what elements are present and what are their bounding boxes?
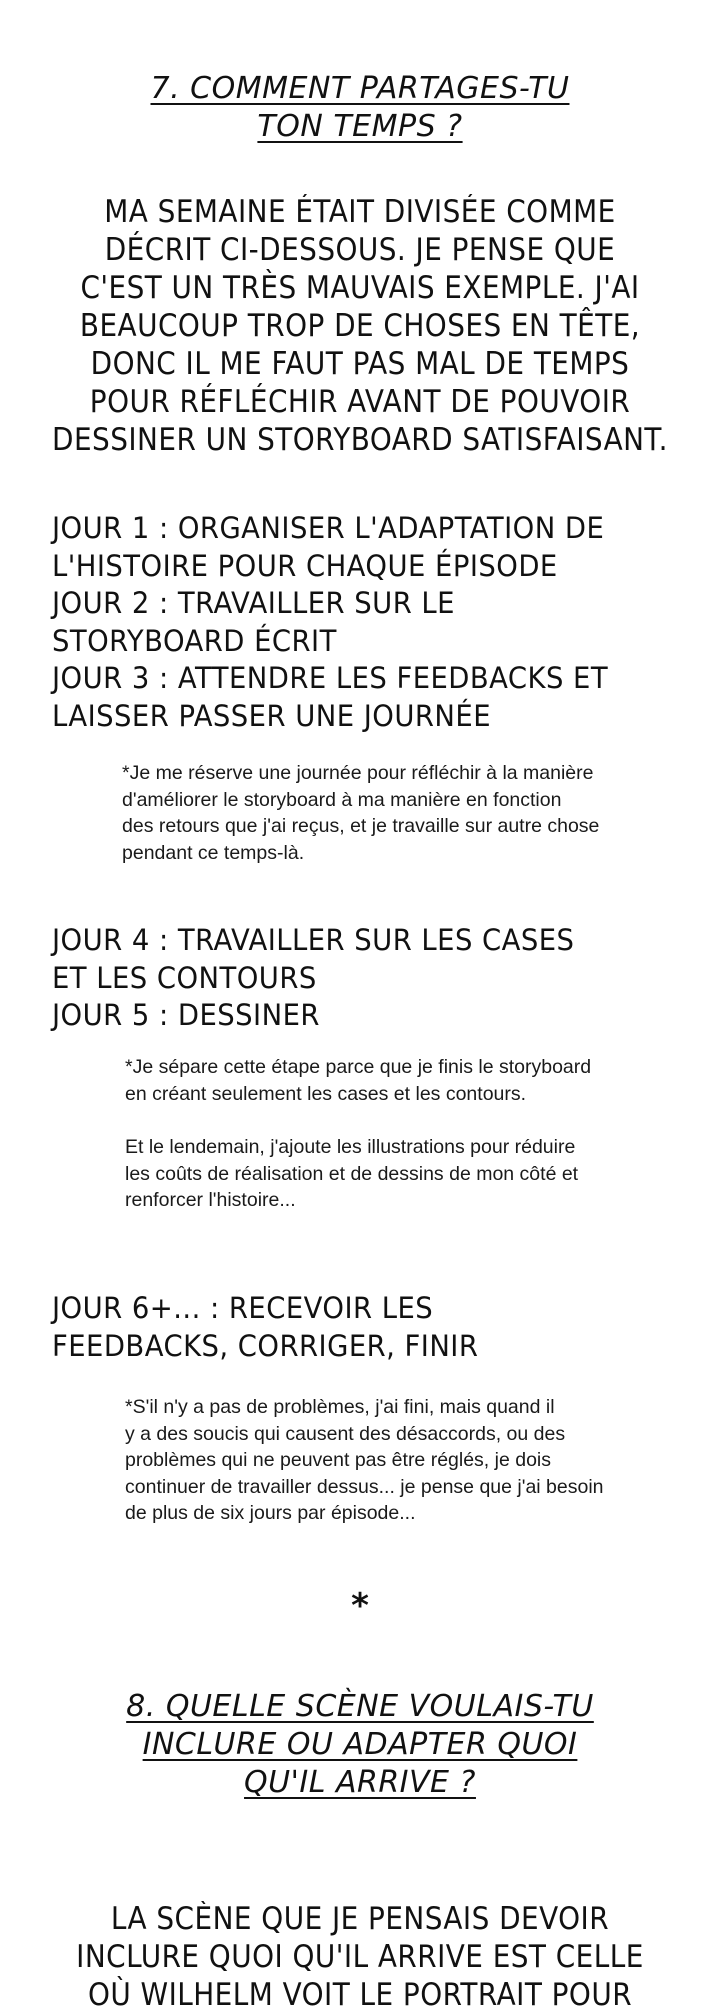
note-line: *Je sépare cette étape parce que je finis le storyboard bbox=[125, 1056, 592, 1078]
section7-intro bbox=[36, 193, 684, 459]
section8-title-line3: QU'IL ARRIVE ? bbox=[244, 1765, 476, 1800]
schedule-line: JOUR 4 : TRAVAILLER SUR LES CASES bbox=[52, 923, 575, 957]
note-line: y a des soucis qui causent des désaccords, ou des bbox=[125, 1422, 566, 1445]
section7-intro-line: MA SEMAINE ÉTAIT DIVISÉE COMME bbox=[104, 194, 616, 230]
schedule-line: JOUR 2 : TRAVAILLER SUR LE bbox=[52, 586, 455, 620]
schedule-days-4-5 bbox=[52, 922, 692, 1035]
note-line: *Je me réserve une journée pour réfléchir à la manière bbox=[122, 762, 594, 784]
section7-title-line1: 7. COMMENT PARTAGES-TU bbox=[150, 71, 570, 106]
schedule-line: LAISSER PASSER UNE JOURNÉE bbox=[52, 698, 492, 733]
section7-intro-line: DESSINER UN STORYBOARD SATISFAISANT. bbox=[52, 422, 668, 458]
schedule-day-6 bbox=[52, 1290, 692, 1365]
section8-title-line1: 8. QUELLE SCÈNE VOULAIS-TU bbox=[126, 1689, 594, 1724]
section7-intro-line: POUR RÉFLÉCHIR AVANT DE POUVOIR bbox=[89, 384, 631, 420]
note-line: renforcer l'histoire... bbox=[125, 1189, 296, 1211]
note-line: de plus de six jours par épisode... bbox=[125, 1502, 416, 1524]
note-line: problèmes qui ne peuvent pas être réglés, je dois bbox=[125, 1449, 552, 1471]
note-line: les coûts de réalisation et de dessins de mon côté et bbox=[125, 1162, 579, 1185]
note-line: continuer de travailler dessus... je pense que j'ai besoin bbox=[125, 1475, 604, 1498]
section8-intro-line: OÙ WILHELM VOIT LE PORTRAIT POUR bbox=[87, 1977, 633, 2013]
section8-intro-line: LA SCÈNE QUE JE PENSAIS DEVOIR bbox=[110, 1901, 610, 1937]
note-day3 bbox=[122, 760, 662, 866]
note-line: en créant seulement les cases et les contours. bbox=[125, 1082, 527, 1105]
section7-intro-line: DONC IL ME FAUT PAS MAL DE TEMPS bbox=[90, 346, 630, 382]
note-paragraph bbox=[125, 1134, 665, 1214]
section8-intro-line: INCLURE QUOI QU'IL ARRIVE EST CELLE bbox=[76, 1939, 644, 1975]
note-line: des retours que j'ai reçus, et je travaille sur autre chose bbox=[122, 815, 600, 837]
schedule-line: JOUR 3 : ATTENDRE LES FEEDBACKS ET bbox=[52, 661, 609, 695]
section7-title-line2: TON TEMPS ? bbox=[257, 109, 463, 144]
section7-title bbox=[0, 70, 720, 146]
schedule-days-1-3 bbox=[52, 510, 692, 735]
note-day6 bbox=[125, 1394, 665, 1527]
note-paragraph bbox=[125, 1054, 665, 1107]
schedule-line: ET LES CONTOURS bbox=[52, 960, 317, 995]
section7-intro-line: DÉCRIT CI-DESSOUS. JE PENSE QUE bbox=[104, 232, 616, 268]
section8-intro bbox=[36, 1900, 684, 2014]
note-line: *S'il n'y a pas de problèmes, j'ai fini, mais quand il bbox=[125, 1396, 555, 1418]
section7-intro-line: C'EST UN TRÈS MAUVAIS EXEMPLE. J'AI bbox=[80, 270, 640, 306]
schedule-line: JOUR 5 : DESSINER bbox=[52, 998, 320, 1032]
schedule-line: JOUR 6+... : RECEVOIR LES bbox=[52, 1291, 434, 1325]
schedule-line: JOUR 1 : ORGANISER L'ADAPTATION DE bbox=[52, 511, 605, 545]
note-line: d'améliorer le storyboard à ma manière en fonction bbox=[122, 788, 562, 811]
schedule-line: L'HISTOIRE POUR CHAQUE ÉPISODE bbox=[52, 548, 558, 583]
section-separator-star: * bbox=[351, 1586, 369, 1626]
section8-title bbox=[0, 1688, 720, 1802]
schedule-line: FEEDBACKS, CORRIGER, FINIR bbox=[52, 1328, 479, 1363]
section8-title-line2: INCLURE OU ADAPTER QUOI bbox=[142, 1727, 578, 1762]
section7-intro-line: BEAUCOUP TROP DE CHOSES EN TÊTE, bbox=[79, 308, 641, 344]
note-line: Et le lendemain, j'ajoute les illustrations pour réduire bbox=[125, 1136, 576, 1158]
note-line: pendant ce temps-là. bbox=[122, 841, 305, 864]
schedule-line: STORYBOARD ÉCRIT bbox=[52, 623, 337, 658]
note-day5 bbox=[125, 1054, 665, 1214]
